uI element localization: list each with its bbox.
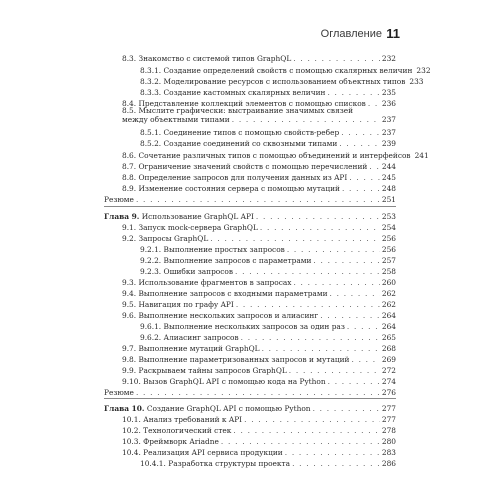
toc-page-number: 280 [381, 437, 396, 446]
toc-entry[interactable] [122, 173, 396, 182]
toc-dot-leader [136, 195, 380, 204]
toc-entry-number: 9.2.3. [140, 267, 162, 276]
toc-page-number: 237 [381, 128, 396, 137]
toc-entry-number: 9.6.1. [140, 322, 162, 331]
chapter-divider-rule [104, 398, 396, 399]
toc-page-number: 251 [381, 195, 396, 204]
toc-entry-title: Запуск mock-сервера GraphQL [138, 223, 258, 232]
toc-dot-leader [347, 322, 380, 331]
toc-page-number: 274 [381, 377, 396, 386]
toc-entry-title: Разработка структуры проекта [168, 459, 291, 468]
toc-entry-title: Ошибки запросов [163, 267, 234, 276]
toc-entry[interactable] [122, 223, 396, 232]
toc-entry-title: Выполнение нескольких запросов и алиасинг [138, 311, 319, 320]
toc-entry[interactable] [140, 256, 396, 265]
toc-page-number: 253 [381, 212, 396, 221]
toc-entry-title: Выполнение простых запросов [163, 245, 285, 254]
toc-entry-title: Резюме [104, 195, 134, 204]
toc-entry-number: 10.4. [122, 448, 141, 457]
toc-chapter-entry[interactable] [104, 212, 396, 221]
toc-dot-leader [369, 162, 380, 171]
toc-page-number: 264 [381, 311, 396, 320]
toc-page-number: 283 [381, 448, 396, 457]
toc-entry-number: 10.3. [122, 437, 141, 446]
toc-dot-leader [327, 88, 379, 97]
toc-entry-number: 10.1. [122, 415, 141, 424]
toc-page-number: 276 [381, 388, 396, 397]
toc-entry-number: 9.4. [122, 289, 137, 298]
toc-page-number: 256 [381, 234, 396, 243]
toc-entry-number: 8.3.1. [140, 66, 162, 75]
toc-dot-leader [328, 377, 380, 386]
toc-entry[interactable] [122, 426, 396, 435]
toc-entry-title: Выполнение запросов с входными параметрами [138, 289, 328, 298]
toc-entry-number: 9.10. [122, 377, 141, 386]
toc-entry-title: Раскрываем тайны запросов GraphQL [138, 366, 287, 375]
toc-dot-leader [292, 459, 380, 468]
toc-entry-number: 8.9. [122, 184, 137, 193]
toc-entry-title: Создание кастомных скалярных величин [163, 88, 326, 97]
toc-dot-leader [330, 289, 380, 298]
toc-dot-leader [241, 333, 380, 342]
toc-entry[interactable] [122, 278, 396, 287]
toc-entry[interactable] [122, 344, 396, 353]
page-number: 11 [386, 26, 400, 41]
running-header-title: Оглавление [320, 28, 382, 40]
toc-dot-leader [210, 234, 380, 243]
toc-entry-title: Технологический стек [143, 426, 232, 435]
toc-entry-title: Представление коллекций элементов с помощью списков [138, 99, 366, 108]
toc-page-number: 244 [381, 162, 396, 171]
toc-entry-title: Ограничение значений свойств с помощью перечислений [138, 162, 368, 171]
toc-dot-leader [287, 245, 380, 254]
toc-page-number: 268 [381, 344, 396, 353]
toc-dot-leader [260, 223, 380, 232]
toc-dot-leader [313, 256, 379, 265]
toc-dot-leader [221, 437, 380, 446]
toc-page-number: 254 [381, 223, 396, 232]
toc-entry[interactable] [122, 300, 396, 309]
toc-entry-number: 9.2.2. [140, 256, 162, 265]
toc-entry-number: 9.8. [122, 355, 137, 364]
toc-entry-title: между объектными типами [122, 115, 230, 124]
toc-entry[interactable] [122, 54, 396, 63]
toc-entry-title: Знакомство с системой типов GraphQL [138, 54, 292, 63]
toc-page-number: 269 [381, 355, 396, 364]
toc-dot-leader [313, 404, 380, 413]
toc-entry-title: Соединение типов с помощью свойств-ребер [163, 128, 340, 137]
toc-entry-title-line: 8.5. Мыслите графически: выстраивание значимых связей [122, 106, 354, 115]
toc-entry-number: 8.7. [122, 162, 137, 171]
toc-dot-leader [235, 267, 380, 276]
toc-entry-number: 9.9. [122, 366, 137, 375]
toc-entry-number: 8.8. [122, 173, 137, 182]
toc-entry[interactable] [122, 437, 396, 446]
toc-page-number: 256 [381, 245, 396, 254]
toc-dot-leader [293, 278, 379, 287]
toc-dot-leader [262, 344, 380, 353]
toc-page-number: 278 [381, 426, 396, 435]
toc-entry-number: 10.2. [122, 426, 141, 435]
toc-entry-title: Алиасинг запросов [163, 333, 239, 342]
toc-page-number: 232 [381, 54, 396, 63]
toc-entry-number: 9.2. [122, 234, 137, 243]
toc-entry-title: Создание соединений со сквозными типами [163, 139, 338, 148]
toc-dot-leader [351, 355, 379, 364]
toc-dot-leader [256, 212, 380, 221]
toc-dot-leader [342, 184, 380, 193]
toc-page-number: 239 [381, 139, 396, 148]
toc-entry-number: Глава 9. [104, 212, 140, 221]
toc-entry[interactable] [122, 289, 396, 298]
toc-entry[interactable] [140, 77, 424, 86]
toc-page-number: 260 [381, 278, 396, 287]
toc-entry[interactable] [140, 267, 396, 276]
toc-entry[interactable] [122, 106, 396, 124]
toc-entry-number: 9.7. [122, 344, 137, 353]
toc-entry[interactable] [140, 322, 396, 331]
toc-entry-number: 8.5.2. [140, 139, 162, 148]
toc-page-number: 241 [414, 151, 429, 160]
toc-dot-leader [285, 448, 380, 457]
toc-page-number: 272 [381, 366, 396, 375]
toc-dot-leader [341, 128, 380, 137]
toc-entry-title: Выполнение параметризованных запросов и мутаций [138, 355, 350, 364]
toc-page-number: 235 [381, 88, 396, 97]
toc-entry-title: Анализ требований к API [143, 415, 243, 424]
toc-entry-title: Использование GraphQL API [141, 212, 254, 221]
toc-entry-title: Навигация по графу API [138, 300, 234, 309]
toc-dot-leader [136, 388, 380, 397]
toc-entry[interactable] [104, 195, 396, 204]
toc-page-number: 277 [381, 415, 396, 424]
toc-entry-number: 8.6. [122, 151, 137, 160]
toc-dot-leader [289, 366, 380, 375]
toc-chapter-entry[interactable] [104, 404, 396, 413]
toc-dot-leader [244, 415, 380, 424]
toc-entry-number: Глава 10. [104, 404, 145, 413]
toc-page-number: 262 [381, 289, 396, 298]
toc-page-number: 258 [381, 267, 396, 276]
toc-entry-title: Определение запросов для получения данных из API [138, 173, 348, 182]
toc-entry[interactable] [140, 139, 396, 148]
toc-dot-leader [236, 300, 380, 309]
toc-entry-title: Запросы GraphQL [138, 234, 209, 243]
toc-entry[interactable] [122, 162, 396, 171]
toc-dot-leader [349, 173, 380, 182]
toc-entry[interactable] [140, 88, 396, 97]
toc-dot-leader [339, 139, 380, 148]
chapter-divider-rule [104, 206, 396, 207]
toc-entry-title: Создание определений свойств с помощью скалярных величин [163, 66, 413, 75]
toc-page-number: 232 [416, 66, 431, 75]
toc-entry-title: Сочетание различных типов с помощью объединений и интерфейсов [138, 151, 411, 160]
toc-entry-number: 9.2.1. [140, 245, 162, 254]
toc-entry-title: Использование фрагментов в запросах [138, 278, 292, 287]
toc-entry-number: 8.3. [122, 54, 137, 63]
toc-entry-title: Резюме [104, 388, 134, 397]
toc-entry[interactable] [122, 184, 396, 193]
toc-entry-number: 8.4. [122, 99, 137, 108]
toc-dot-leader [232, 115, 380, 124]
toc-entry-number: 10.4.1. [140, 459, 166, 468]
toc-page-number: 248 [381, 184, 396, 193]
toc-page-number: 245 [381, 173, 396, 182]
toc-entry[interactable] [122, 355, 396, 364]
toc-page-number: 262 [381, 300, 396, 309]
toc-entry[interactable] [140, 66, 431, 75]
toc-entry-number: 8.3.3. [140, 88, 162, 97]
toc-page-number: 257 [381, 256, 396, 265]
toc-entry-title: Моделирование ресурсов с использованием объектных типов [163, 77, 406, 86]
toc-entry[interactable] [140, 333, 396, 342]
toc-entry[interactable] [122, 448, 396, 457]
toc-entry-title: Реализация API сервиса продукции [143, 448, 283, 457]
toc-page-number: 264 [381, 322, 396, 331]
toc-dot-leader [320, 311, 380, 320]
toc-entry-number: 9.6. [122, 311, 137, 320]
toc-entry-title: Создание GraphQL API с помощью Python [146, 404, 311, 413]
toc-entry-title: Выполнение мутаций GraphQL [138, 344, 260, 353]
toc-entry[interactable] [122, 151, 429, 160]
toc-entry-number: 9.5. [122, 300, 137, 309]
toc-entry-title: Выполнение запросов с параметрами [163, 256, 312, 265]
toc-dot-leader [233, 426, 379, 435]
toc-entry[interactable] [140, 459, 396, 468]
toc-entry-number: 8.3.2. [140, 77, 162, 86]
toc-page-number: 286 [381, 459, 396, 468]
toc-entry[interactable] [122, 377, 396, 386]
toc-entry-title: Выполнение нескольких запросов за один раз [163, 322, 345, 331]
toc-entry[interactable] [140, 128, 396, 137]
toc-page-number: 233 [409, 77, 424, 86]
toc-entry[interactable] [122, 311, 396, 320]
toc-page-number: 277 [381, 404, 396, 413]
toc-entry-number: 9.6.2. [140, 333, 162, 342]
toc-dot-leader [293, 54, 380, 63]
toc-entry[interactable] [104, 388, 396, 397]
toc-page-number: 265 [381, 333, 396, 342]
toc-entry[interactable] [122, 234, 396, 243]
toc-page-number: 237 [381, 115, 396, 124]
toc-entry-number: 8.5.1. [140, 128, 162, 137]
toc-entry-title: Изменение состояния сервера с помощью мутаций [138, 184, 340, 193]
toc-entry-title: Вызов GraphQL API с помощью кода на Python [143, 377, 326, 386]
toc-entry-number: 9.1. [122, 223, 137, 232]
toc-entry[interactable] [122, 366, 396, 375]
toc-entry[interactable] [140, 245, 396, 254]
toc-entry[interactable] [122, 415, 396, 424]
toc-entry-number: 9.3. [122, 278, 137, 287]
toc-page-number: 236 [381, 99, 396, 108]
toc-entry-title: Фреймворк Ariadne [143, 437, 219, 446]
